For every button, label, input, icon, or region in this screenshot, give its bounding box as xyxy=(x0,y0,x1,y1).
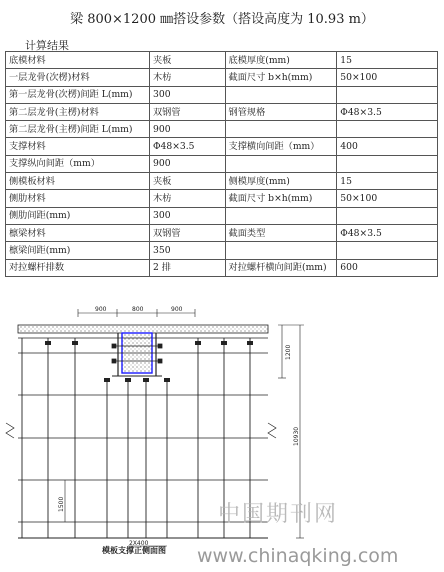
table-cell: 木枋 xyxy=(150,190,226,207)
table-cell: 300 xyxy=(150,86,226,103)
table-cell: Φ48×3.5 xyxy=(337,224,438,241)
table-cell: 350 xyxy=(150,242,226,259)
table-row xyxy=(6,103,438,120)
table-row xyxy=(6,86,438,103)
table-cell: 600 xyxy=(337,259,438,276)
table-cell: 侧模板材料 xyxy=(6,173,150,190)
table-cell xyxy=(337,242,438,259)
table-cell: 900 xyxy=(150,121,226,138)
table-cell: 檩梁间距(mm) xyxy=(6,242,150,259)
table-row xyxy=(6,138,438,155)
watermark-cn: 中国期刊网 xyxy=(218,502,339,527)
table-cell: 50×100 xyxy=(337,69,438,86)
table-cell: 支撑横向间距（mm） xyxy=(225,138,337,155)
table-cell: 夹板 xyxy=(150,173,226,190)
table-cell: 对拉螺杆横向间距(mm) xyxy=(225,259,337,276)
break-mark-left xyxy=(6,423,14,438)
table-cell: 檩梁材料 xyxy=(6,224,150,241)
table-row xyxy=(6,190,438,207)
table-cell: 夹板 xyxy=(150,52,226,69)
table-cell: 钢管规格 xyxy=(225,103,337,120)
dim-left: 1500 xyxy=(58,496,65,512)
table-cell: 第二层龙骨(主楞)材料 xyxy=(6,103,150,120)
break-mark-right xyxy=(268,423,276,438)
table-row xyxy=(6,155,438,172)
dim-top-left: 900 xyxy=(95,306,107,313)
table-row xyxy=(6,242,438,259)
dim-right-top: 1200 xyxy=(285,344,292,360)
table-cell: 截面尺寸 b×h(mm) xyxy=(225,69,337,86)
table-cell: Φ48×3.5 xyxy=(337,103,438,120)
table-cell: 支撑纵向间距（mm） xyxy=(6,155,150,172)
table-cell: 对拉螺杆排数 xyxy=(6,259,150,276)
table-cell: 双钢管 xyxy=(150,224,226,241)
page-title: 梁 800×1200 ㎜搭设参数（搭设高度为 10.93 m） xyxy=(70,12,374,27)
table-cell: 底模厚度(mm) xyxy=(225,52,337,69)
table-cell: 400 xyxy=(337,138,438,155)
table-cell: 截面尺寸 b×h(mm) xyxy=(225,190,337,207)
table-cell: 第二层龙骨(主楞)间距 L(mm) xyxy=(6,121,150,138)
table-row xyxy=(6,224,438,241)
table-cell xyxy=(225,86,337,103)
table-row xyxy=(6,173,438,190)
table-cell: 一层龙骨(次楞)材料 xyxy=(6,69,150,86)
watermark-url: www.chinaqking.com xyxy=(197,545,399,567)
table-cell: 300 xyxy=(150,207,226,224)
table-cell xyxy=(225,242,337,259)
table-cell xyxy=(337,121,438,138)
table-cell: 侧模厚度(mm) xyxy=(225,173,337,190)
table-cell: 50×100 xyxy=(337,190,438,207)
table-cell: 底模材料 xyxy=(6,52,150,69)
table-row xyxy=(6,259,438,276)
table-cell: Φ48×3.5 xyxy=(150,138,226,155)
table-row xyxy=(6,207,438,224)
table-cell xyxy=(337,155,438,172)
table-cell: 双钢管 xyxy=(150,103,226,120)
table-cell: 截面类型 xyxy=(225,224,337,241)
table-cell xyxy=(225,155,337,172)
dim-top-right: 900 xyxy=(171,306,183,313)
table-row xyxy=(6,69,438,86)
table-cell: 第一层龙骨(次楞)间距 L(mm) xyxy=(6,86,150,103)
table-cell: 15 xyxy=(337,173,438,190)
table-cell: 侧肋间距(mm) xyxy=(6,207,150,224)
table-cell: 900 xyxy=(150,155,226,172)
table-cell: 15 xyxy=(337,52,438,69)
table-cell: 木枋 xyxy=(150,69,226,86)
table-cell: 侧肋材料 xyxy=(6,190,150,207)
dim-top-middle: 800 xyxy=(132,306,144,313)
table-cell: 2 排 xyxy=(150,259,226,276)
diagram-caption: 模板支撑正侧面图 xyxy=(102,546,166,555)
table-cell xyxy=(337,86,438,103)
table-cell xyxy=(225,121,337,138)
table-row xyxy=(6,121,438,138)
dim-right-main: 10930 xyxy=(293,426,300,446)
section-subtitle: 计算结果 xyxy=(25,39,69,52)
parameter-table xyxy=(5,51,438,277)
table-cell xyxy=(225,207,337,224)
table-cell xyxy=(337,207,438,224)
dim-bottom: 2X400 xyxy=(129,540,149,547)
floor-slab xyxy=(18,325,268,333)
table-cell: 支撑材料 xyxy=(6,138,150,155)
table-row xyxy=(6,52,438,69)
